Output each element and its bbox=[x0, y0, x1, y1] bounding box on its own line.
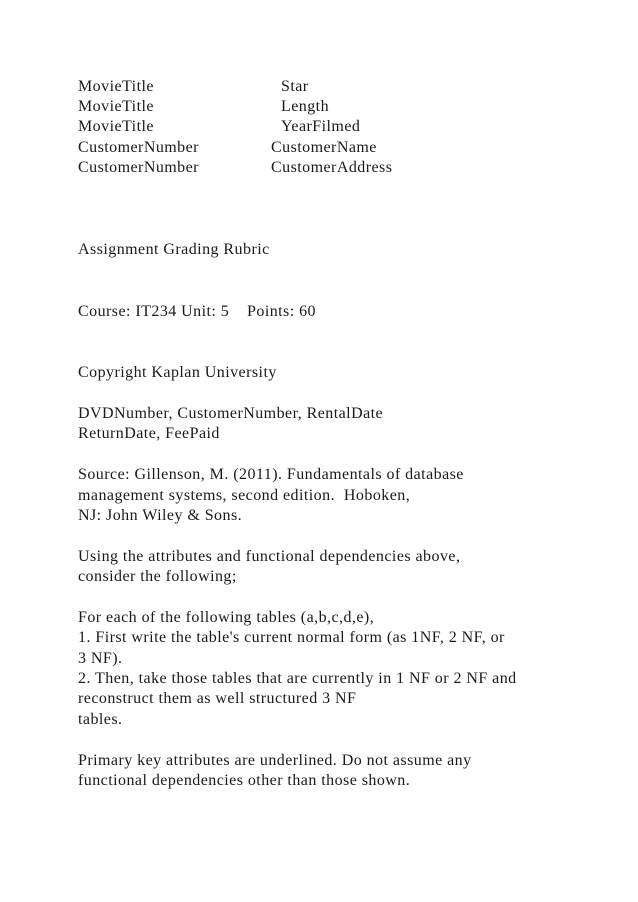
dependency-left-1: MovieTitle bbox=[78, 78, 154, 95]
source-line-1: Source: Gillenson, M. (2011). Fundamentals of database bbox=[78, 466, 464, 483]
dependency-right-5: CustomerAddress bbox=[271, 159, 393, 176]
dependency-left-5: CustomerNumber bbox=[78, 159, 199, 176]
dependency-right-2: Length bbox=[281, 98, 330, 115]
dependency-left-3: MovieTitle bbox=[78, 118, 154, 135]
intro-line-2: consider the following; bbox=[78, 568, 237, 585]
instructions-line-1: For each of the following tables (a,b,c,d,e), bbox=[78, 609, 375, 626]
source-line-3: NJ: John Wiley & Sons. bbox=[78, 507, 243, 524]
dependency-right-1: Star bbox=[281, 78, 309, 95]
instructions-line-3: 3 NF). bbox=[78, 650, 123, 667]
note-line-1: Primary key attributes are underlined. Do not assume any bbox=[78, 752, 472, 769]
course-line: Course: IT234 Unit: 5 Points: 60 bbox=[78, 303, 316, 320]
dependency-left-2: MovieTitle bbox=[78, 98, 154, 115]
dependency-left-4: CustomerNumber bbox=[78, 139, 199, 156]
copyright-line: Copyright Kaplan University bbox=[78, 364, 277, 381]
note-line-2: functional dependencies other than those shown. bbox=[78, 772, 411, 789]
instructions-line-6: tables. bbox=[78, 711, 123, 728]
source-line-2: management systems, second edition. Hoboken, bbox=[78, 487, 411, 504]
attributes-line-2: ReturnDate, FeePaid bbox=[78, 425, 220, 442]
dependency-right-3: YearFilmed bbox=[281, 118, 361, 135]
dependency-right-4: CustomerName bbox=[271, 139, 377, 156]
attributes-line-1: DVDNumber, CustomerNumber, RentalDate bbox=[78, 405, 384, 422]
rubric-title: Assignment Grading Rubric bbox=[78, 241, 270, 258]
instructions-line-4: 2. Then, take those tables that are currently in 1 NF or 2 NF and bbox=[78, 670, 517, 687]
intro-line-1: Using the attributes and functional dependencies above, bbox=[78, 548, 461, 565]
instructions-line-2: 1. First write the table's current normal form (as 1NF, 2 NF, or bbox=[78, 629, 505, 646]
instructions-line-5: reconstruct them as well structured 3 NF bbox=[78, 690, 357, 707]
